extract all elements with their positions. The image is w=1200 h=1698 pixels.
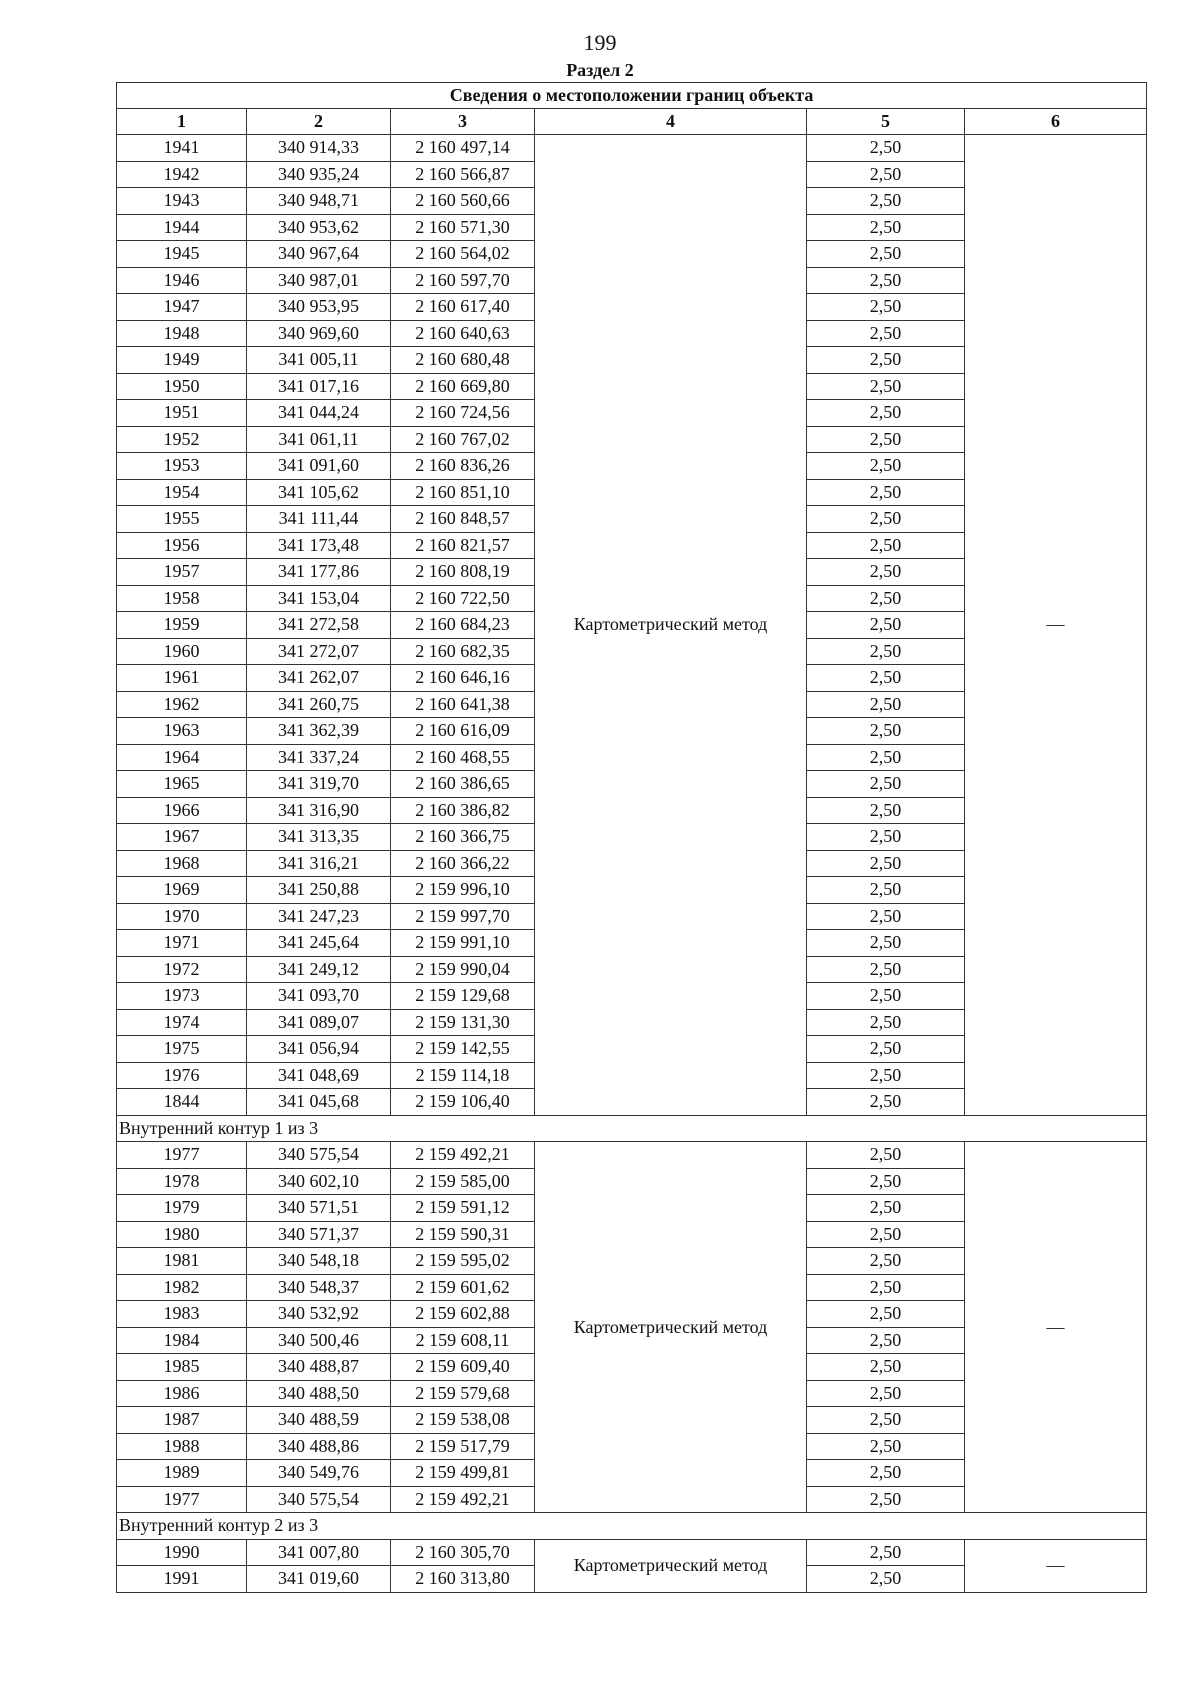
- column-6-dash: —: [965, 135, 1147, 1116]
- accuracy-value: 2,50: [807, 1354, 965, 1381]
- point-number: 1972: [117, 956, 247, 983]
- point-number: 1977: [117, 1142, 247, 1169]
- point-number: 1990: [117, 1539, 247, 1566]
- coord-y: 2 160 821,57: [391, 532, 535, 559]
- point-number: 1978: [117, 1168, 247, 1195]
- coord-y: 2 160 313,80: [391, 1566, 535, 1593]
- point-number: 1974: [117, 1009, 247, 1036]
- method-cell: Картометрический метод: [535, 1539, 807, 1592]
- coord-x: 341 105,62: [247, 479, 391, 506]
- point-number: 1943: [117, 188, 247, 215]
- coord-y: 2 159 996,10: [391, 877, 535, 904]
- point-number: 1962: [117, 691, 247, 718]
- accuracy-value: 2,50: [807, 453, 965, 480]
- contour-label: Внутренний контур 2 из 3: [117, 1513, 1147, 1540]
- coord-y: 2 159 608,11: [391, 1327, 535, 1354]
- accuracy-value: 2,50: [807, 1089, 965, 1116]
- point-number: 1986: [117, 1380, 247, 1407]
- table-row: [117, 135, 1147, 162]
- accuracy-value: 2,50: [807, 1301, 965, 1328]
- coord-y: 2 159 499,81: [391, 1460, 535, 1487]
- accuracy-value: 2,50: [807, 956, 965, 983]
- method-cell: Картометрический метод: [535, 135, 807, 1116]
- coord-y: 2 160 566,87: [391, 161, 535, 188]
- coord-x: 341 362,39: [247, 718, 391, 745]
- coord-y: 2 159 492,21: [391, 1142, 535, 1169]
- accuracy-value: 2,50: [807, 373, 965, 400]
- accuracy-value: 2,50: [807, 1195, 965, 1222]
- accuracy-value: 2,50: [807, 1327, 965, 1354]
- accuracy-value: 2,50: [807, 400, 965, 427]
- coord-y: 2 160 848,57: [391, 506, 535, 533]
- accuracy-value: 2,50: [807, 1433, 965, 1460]
- coord-x: 341 091,60: [247, 453, 391, 480]
- column-number-1: 1: [117, 109, 247, 135]
- point-number: 1985: [117, 1354, 247, 1381]
- accuracy-value: 2,50: [807, 638, 965, 665]
- coord-x: 341 313,35: [247, 824, 391, 851]
- coord-y: 2 160 366,75: [391, 824, 535, 851]
- coord-y: 2 160 808,19: [391, 559, 535, 586]
- point-number: 1979: [117, 1195, 247, 1222]
- coord-y: 2 159 590,31: [391, 1221, 535, 1248]
- point-number: 1967: [117, 824, 247, 851]
- point-number: 1973: [117, 983, 247, 1010]
- column-number-6: 6: [965, 109, 1147, 135]
- coord-x: 340 548,37: [247, 1274, 391, 1301]
- point-number: 1951: [117, 400, 247, 427]
- coord-x: 340 488,87: [247, 1354, 391, 1381]
- accuracy-value: 2,50: [807, 744, 965, 771]
- coord-x: 340 549,76: [247, 1460, 391, 1487]
- coord-y: 2 159 990,04: [391, 956, 535, 983]
- coord-y: 2 160 724,56: [391, 400, 535, 427]
- coord-y: 2 160 597,70: [391, 267, 535, 294]
- point-number: 1976: [117, 1062, 247, 1089]
- coord-x: 341 056,94: [247, 1036, 391, 1063]
- point-number: 1989: [117, 1460, 247, 1487]
- point-number: 1947: [117, 294, 247, 321]
- point-number: 1991: [117, 1566, 247, 1593]
- boundary-table: [116, 82, 1147, 1593]
- coord-y: 2 160 680,48: [391, 347, 535, 374]
- coord-y: 2 160 682,35: [391, 638, 535, 665]
- column-number-2: 2: [247, 109, 391, 135]
- coord-x: 340 575,54: [247, 1142, 391, 1169]
- coord-y: 2 160 616,09: [391, 718, 535, 745]
- accuracy-value: 2,50: [807, 1142, 965, 1169]
- point-number: 1966: [117, 797, 247, 824]
- point-number: 1958: [117, 585, 247, 612]
- page-number: 199: [583, 30, 617, 55]
- coord-x: 340 532,92: [247, 1301, 391, 1328]
- coord-x: 341 048,69: [247, 1062, 391, 1089]
- coord-x: 340 953,95: [247, 294, 391, 321]
- coord-x: 341 007,80: [247, 1539, 391, 1566]
- column-number-3: 3: [391, 109, 535, 135]
- accuracy-value: 2,50: [807, 1486, 965, 1513]
- accuracy-value: 2,50: [807, 320, 965, 347]
- accuracy-value: 2,50: [807, 1274, 965, 1301]
- point-number: 1950: [117, 373, 247, 400]
- coord-x: 340 571,51: [247, 1195, 391, 1222]
- coord-x: 340 575,54: [247, 1486, 391, 1513]
- point-number: 1948: [117, 320, 247, 347]
- point-number: 1983: [117, 1301, 247, 1328]
- coord-x: 341 272,58: [247, 612, 391, 639]
- coord-x: 341 272,07: [247, 638, 391, 665]
- coord-x: 341 045,68: [247, 1089, 391, 1116]
- coord-y: 2 159 517,79: [391, 1433, 535, 1460]
- contour-label-row: [117, 1513, 1147, 1540]
- coord-x: 341 319,70: [247, 771, 391, 798]
- coord-y: 2 160 669,80: [391, 373, 535, 400]
- accuracy-value: 2,50: [807, 188, 965, 215]
- point-number: 1960: [117, 638, 247, 665]
- coord-x: 340 969,60: [247, 320, 391, 347]
- column-number-row: [117, 109, 1147, 135]
- accuracy-value: 2,50: [807, 1168, 965, 1195]
- accuracy-value: 2,50: [807, 559, 965, 586]
- point-number: 1988: [117, 1433, 247, 1460]
- coord-y: 2 160 617,40: [391, 294, 535, 321]
- coord-x: 341 089,07: [247, 1009, 391, 1036]
- coord-y: 2 160 386,82: [391, 797, 535, 824]
- coord-x: 341 153,04: [247, 585, 391, 612]
- accuracy-value: 2,50: [807, 824, 965, 851]
- point-number: 1956: [117, 532, 247, 559]
- coord-y: 2 159 106,40: [391, 1089, 535, 1116]
- coord-y: 2 159 602,88: [391, 1301, 535, 1328]
- coord-y: 2 160 641,38: [391, 691, 535, 718]
- coord-x: 340 948,71: [247, 188, 391, 215]
- coord-y: 2 159 585,00: [391, 1168, 535, 1195]
- coord-x: 340 935,24: [247, 161, 391, 188]
- column-6-dash: —: [965, 1539, 1147, 1592]
- accuracy-value: 2,50: [807, 214, 965, 241]
- coord-x: 340 953,62: [247, 214, 391, 241]
- table-row: [117, 1539, 1147, 1566]
- accuracy-value: 2,50: [807, 426, 965, 453]
- coord-x: 341 249,12: [247, 956, 391, 983]
- coord-y: 2 159 114,18: [391, 1062, 535, 1089]
- coord-x: 341 245,64: [247, 930, 391, 957]
- coord-y: 2 160 497,14: [391, 135, 535, 162]
- coord-y: 2 159 579,68: [391, 1380, 535, 1407]
- point-number: 1980: [117, 1221, 247, 1248]
- point-number: 1975: [117, 1036, 247, 1063]
- coord-y: 2 159 991,10: [391, 930, 535, 957]
- accuracy-value: 2,50: [807, 797, 965, 824]
- point-number: 1982: [117, 1274, 247, 1301]
- coord-y: 2 159 609,40: [391, 1354, 535, 1381]
- coord-y: 2 159 997,70: [391, 903, 535, 930]
- coord-x: 341 044,24: [247, 400, 391, 427]
- point-number: 1965: [117, 771, 247, 798]
- point-number: 1949: [117, 347, 247, 374]
- column-6-dash: —: [965, 1142, 1147, 1513]
- coord-y: 2 160 684,23: [391, 612, 535, 639]
- coord-y: 2 159 142,55: [391, 1036, 535, 1063]
- coord-y: 2 160 560,66: [391, 188, 535, 215]
- coord-x: 340 488,50: [247, 1380, 391, 1407]
- point-number: 1981: [117, 1248, 247, 1275]
- point-number: 1946: [117, 267, 247, 294]
- coord-x: 341 316,90: [247, 797, 391, 824]
- accuracy-value: 2,50: [807, 1460, 965, 1487]
- coord-y: 2 160 386,65: [391, 771, 535, 798]
- coord-y: 2 159 131,30: [391, 1009, 535, 1036]
- point-number: 1977: [117, 1486, 247, 1513]
- point-number: 1987: [117, 1407, 247, 1434]
- coord-y: 2 160 836,26: [391, 453, 535, 480]
- coord-x: 341 061,11: [247, 426, 391, 453]
- point-number: 1971: [117, 930, 247, 957]
- method-cell: Картометрический метод: [535, 1142, 807, 1513]
- accuracy-value: 2,50: [807, 241, 965, 268]
- coord-x: 341 111,44: [247, 506, 391, 533]
- point-number: 1970: [117, 903, 247, 930]
- accuracy-value: 2,50: [807, 691, 965, 718]
- coord-x: 340 500,46: [247, 1327, 391, 1354]
- accuracy-value: 2,50: [807, 506, 965, 533]
- accuracy-value: 2,50: [807, 1539, 965, 1566]
- point-number: 1961: [117, 665, 247, 692]
- accuracy-value: 2,50: [807, 903, 965, 930]
- coord-y: 2 160 851,10: [391, 479, 535, 506]
- point-number: 1945: [117, 241, 247, 268]
- coord-y: 2 160 366,22: [391, 850, 535, 877]
- section-title: Раздел 2: [566, 60, 634, 80]
- coord-y: 2 160 564,02: [391, 241, 535, 268]
- accuracy-value: 2,50: [807, 479, 965, 506]
- coord-y: 2 160 722,50: [391, 585, 535, 612]
- accuracy-value: 2,50: [807, 294, 965, 321]
- accuracy-value: 2,50: [807, 930, 965, 957]
- accuracy-value: 2,50: [807, 1407, 965, 1434]
- contour-label: Внутренний контур 1 из 3: [117, 1115, 1147, 1142]
- point-number: 1953: [117, 453, 247, 480]
- point-number: 1942: [117, 161, 247, 188]
- coord-x: 341 260,75: [247, 691, 391, 718]
- table-row: [117, 1142, 1147, 1169]
- coord-x: 340 548,18: [247, 1248, 391, 1275]
- coord-x: 340 914,33: [247, 135, 391, 162]
- point-number: 1963: [117, 718, 247, 745]
- table-caption: Сведения о местоположении границ объекта: [117, 83, 1147, 109]
- coord-x: 341 262,07: [247, 665, 391, 692]
- point-number: 1969: [117, 877, 247, 904]
- coord-y: 2 160 305,70: [391, 1539, 535, 1566]
- accuracy-value: 2,50: [807, 267, 965, 294]
- accuracy-value: 2,50: [807, 1221, 965, 1248]
- accuracy-value: 2,50: [807, 718, 965, 745]
- accuracy-value: 2,50: [807, 665, 965, 692]
- coord-y: 2 160 468,55: [391, 744, 535, 771]
- coord-x: 340 967,64: [247, 241, 391, 268]
- accuracy-value: 2,50: [807, 1566, 965, 1593]
- coord-y: 2 159 591,12: [391, 1195, 535, 1222]
- accuracy-value: 2,50: [807, 1009, 965, 1036]
- coord-y: 2 160 640,63: [391, 320, 535, 347]
- point-number: 1952: [117, 426, 247, 453]
- coord-y: 2 159 492,21: [391, 1486, 535, 1513]
- accuracy-value: 2,50: [807, 347, 965, 374]
- point-number: 1964: [117, 744, 247, 771]
- column-number-4: 4: [535, 109, 807, 135]
- accuracy-value: 2,50: [807, 532, 965, 559]
- accuracy-value: 2,50: [807, 1062, 965, 1089]
- coord-x: 341 250,88: [247, 877, 391, 904]
- accuracy-value: 2,50: [807, 1380, 965, 1407]
- point-number: 1984: [117, 1327, 247, 1354]
- column-number-5: 5: [807, 109, 965, 135]
- coord-y: 2 159 538,08: [391, 1407, 535, 1434]
- coord-x: 340 987,01: [247, 267, 391, 294]
- point-number: 1955: [117, 506, 247, 533]
- accuracy-value: 2,50: [807, 983, 965, 1010]
- accuracy-value: 2,50: [807, 1036, 965, 1063]
- coord-x: 341 316,21: [247, 850, 391, 877]
- coord-x: 340 488,59: [247, 1407, 391, 1434]
- point-number: 1944: [117, 214, 247, 241]
- coord-x: 341 019,60: [247, 1566, 391, 1593]
- coord-x: 341 177,86: [247, 559, 391, 586]
- caption-row: [117, 83, 1147, 109]
- accuracy-value: 2,50: [807, 850, 965, 877]
- accuracy-value: 2,50: [807, 612, 965, 639]
- point-number: 1959: [117, 612, 247, 639]
- coord-y: 2 159 129,68: [391, 983, 535, 1010]
- coord-y: 2 160 571,30: [391, 214, 535, 241]
- coord-x: 341 093,70: [247, 983, 391, 1010]
- point-number: 1844: [117, 1089, 247, 1116]
- coord-x: 341 005,11: [247, 347, 391, 374]
- coord-x: 340 488,86: [247, 1433, 391, 1460]
- accuracy-value: 2,50: [807, 161, 965, 188]
- point-number: 1968: [117, 850, 247, 877]
- coord-x: 341 337,24: [247, 744, 391, 771]
- point-number: 1954: [117, 479, 247, 506]
- point-number: 1957: [117, 559, 247, 586]
- table-body: [117, 83, 1147, 1593]
- accuracy-value: 2,50: [807, 135, 965, 162]
- coord-x: 341 173,48: [247, 532, 391, 559]
- coord-y: 2 160 646,16: [391, 665, 535, 692]
- coord-x: 341 017,16: [247, 373, 391, 400]
- accuracy-value: 2,50: [807, 771, 965, 798]
- contour-label-row: [117, 1115, 1147, 1142]
- coord-x: 340 602,10: [247, 1168, 391, 1195]
- accuracy-value: 2,50: [807, 877, 965, 904]
- coord-y: 2 159 595,02: [391, 1248, 535, 1275]
- point-number: 1941: [117, 135, 247, 162]
- accuracy-value: 2,50: [807, 585, 965, 612]
- coord-x: 340 571,37: [247, 1221, 391, 1248]
- coord-x: 341 247,23: [247, 903, 391, 930]
- coord-y: 2 159 601,62: [391, 1274, 535, 1301]
- coord-y: 2 160 767,02: [391, 426, 535, 453]
- accuracy-value: 2,50: [807, 1248, 965, 1275]
